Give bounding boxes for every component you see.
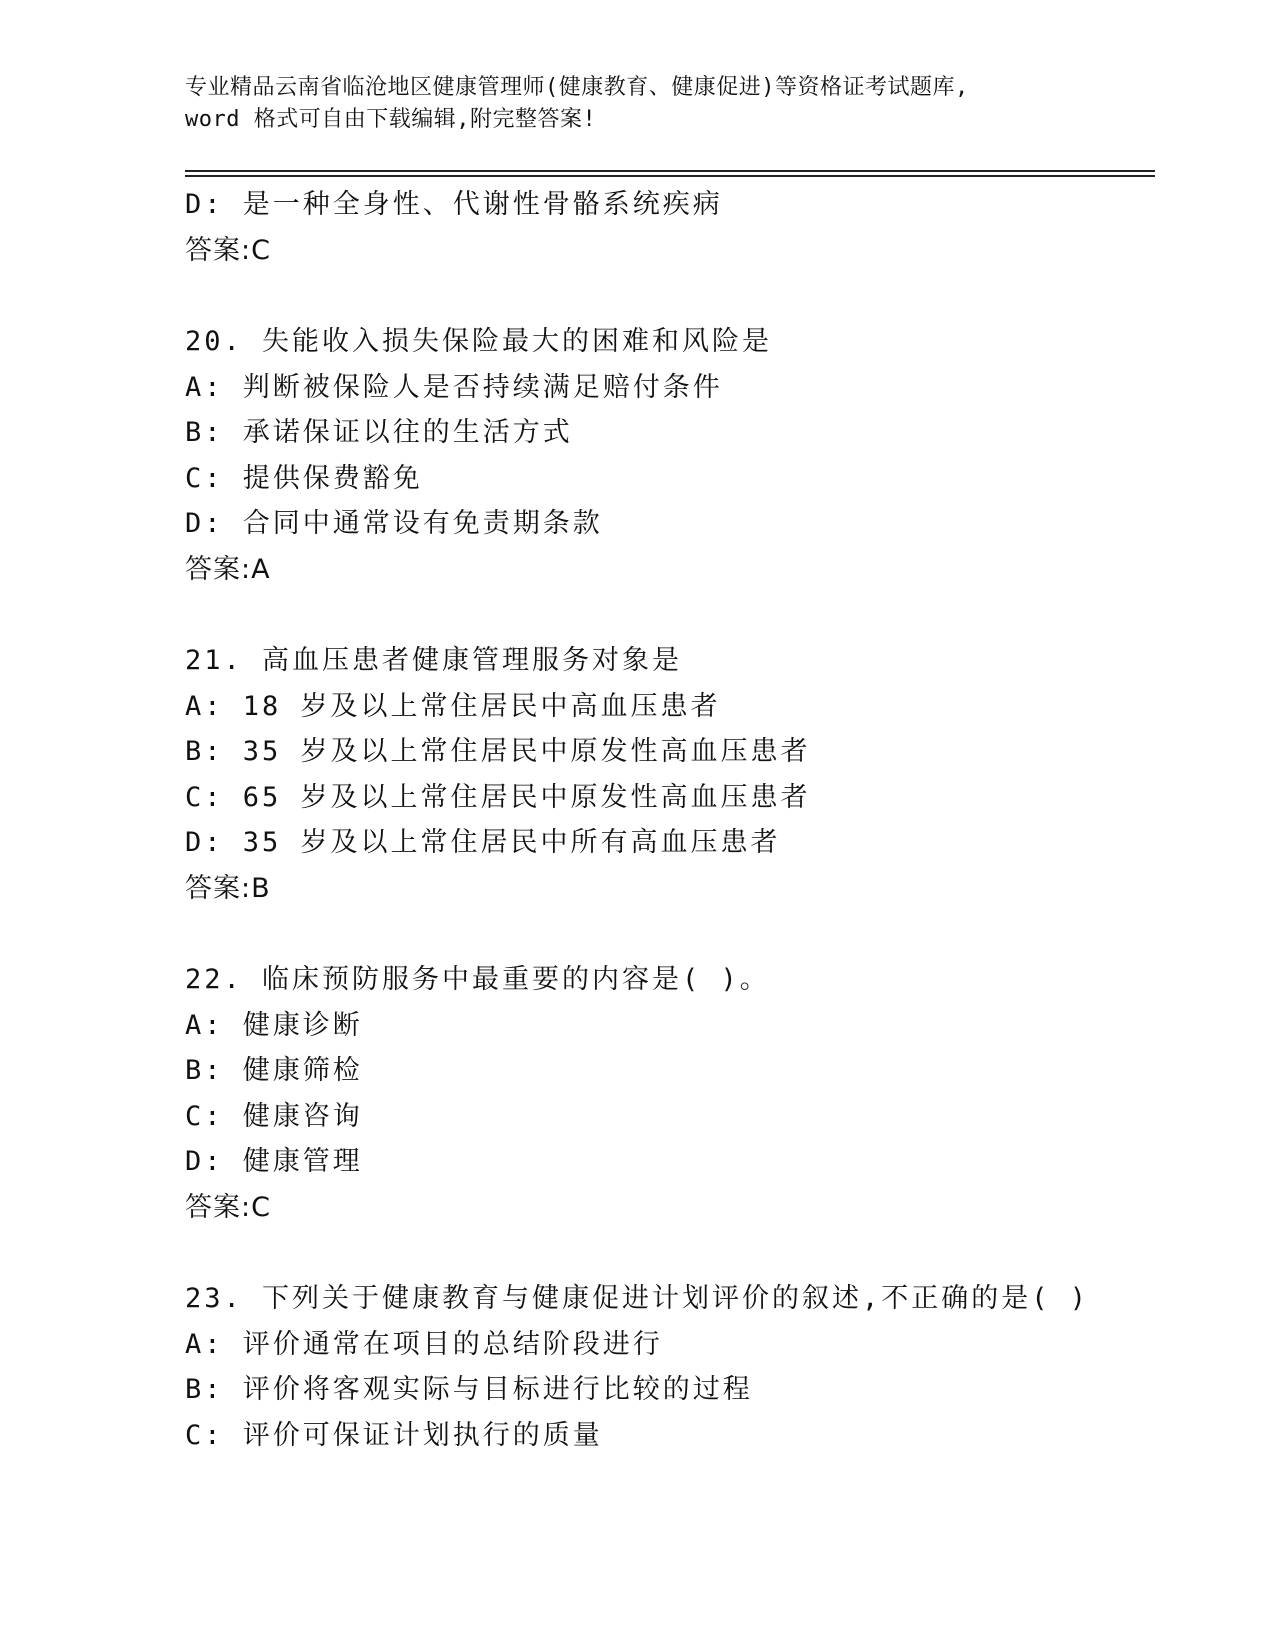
option-b: B: 35 岁及以上常住居民中原发性高血压患者: [185, 736, 811, 767]
option-b: B: 承诺保证以往的生活方式: [185, 417, 573, 448]
question-23: [185, 1276, 1155, 1458]
header-line-1: 专业精品云南省临沧地区健康管理师(健康教育、健康促进)等资格证考试题库,: [185, 75, 969, 100]
answer: 答案:A: [185, 553, 271, 585]
header-rule-top: [185, 170, 1155, 172]
spacer: [185, 273, 1155, 319]
carryover-answer: 答案:C: [185, 234, 271, 266]
option-a: A: 18 岁及以上常住居民中高血压患者: [185, 690, 721, 722]
question-stem: 23. 下列关于健康教育与健康促进计划评价的叙述,不正确的是( ): [185, 1283, 1090, 1314]
question-20: [185, 319, 1155, 592]
header-rule-bottom: [185, 175, 1155, 177]
option-a: A: 健康诊断: [185, 1009, 363, 1041]
option-d: D: 合同中通常设有免责期条款: [185, 508, 603, 539]
document-header: [185, 72, 1105, 136]
option-c: C: 健康咨询: [185, 1100, 363, 1132]
option-b: B: 健康筛检: [185, 1055, 363, 1086]
question-21: [185, 638, 1155, 911]
answer: 答案:B: [185, 872, 271, 904]
question-stem: 20. 失能收入损失保险最大的困难和风险是: [185, 326, 773, 357]
answer: 答案:C: [185, 1191, 271, 1223]
spacer: [185, 911, 1155, 957]
option-c: C: 提供保费豁免: [185, 462, 423, 494]
question-stem: 22. 临床预防服务中最重要的内容是( )。: [185, 964, 770, 995]
spacer: [185, 592, 1155, 638]
option-c: C: 评价可保证计划执行的质量: [185, 1419, 603, 1451]
question-22: [185, 957, 1155, 1230]
option-d: D: 健康管理: [185, 1146, 363, 1177]
question-list: [185, 182, 1155, 1458]
header-line-2: word 格式可自由下载编辑,附完整答案!: [185, 107, 597, 132]
question-stem: 21. 高血压患者健康管理服务对象是: [185, 645, 683, 676]
option-a: A: 判断被保险人是否持续满足赔付条件: [185, 371, 723, 403]
option-d: D: 35 岁及以上常住居民中所有高血压患者: [185, 827, 781, 858]
option-c: C: 65 岁及以上常住居民中原发性高血压患者: [185, 781, 811, 813]
carryover-option-d: D: 是一种全身性、代谢性骨骼系统疾病: [185, 189, 723, 220]
spacer: [185, 1230, 1155, 1276]
option-b: B: 评价将客观实际与目标进行比较的过程: [185, 1374, 753, 1405]
option-a: A: 评价通常在项目的总结阶段进行: [185, 1328, 663, 1360]
